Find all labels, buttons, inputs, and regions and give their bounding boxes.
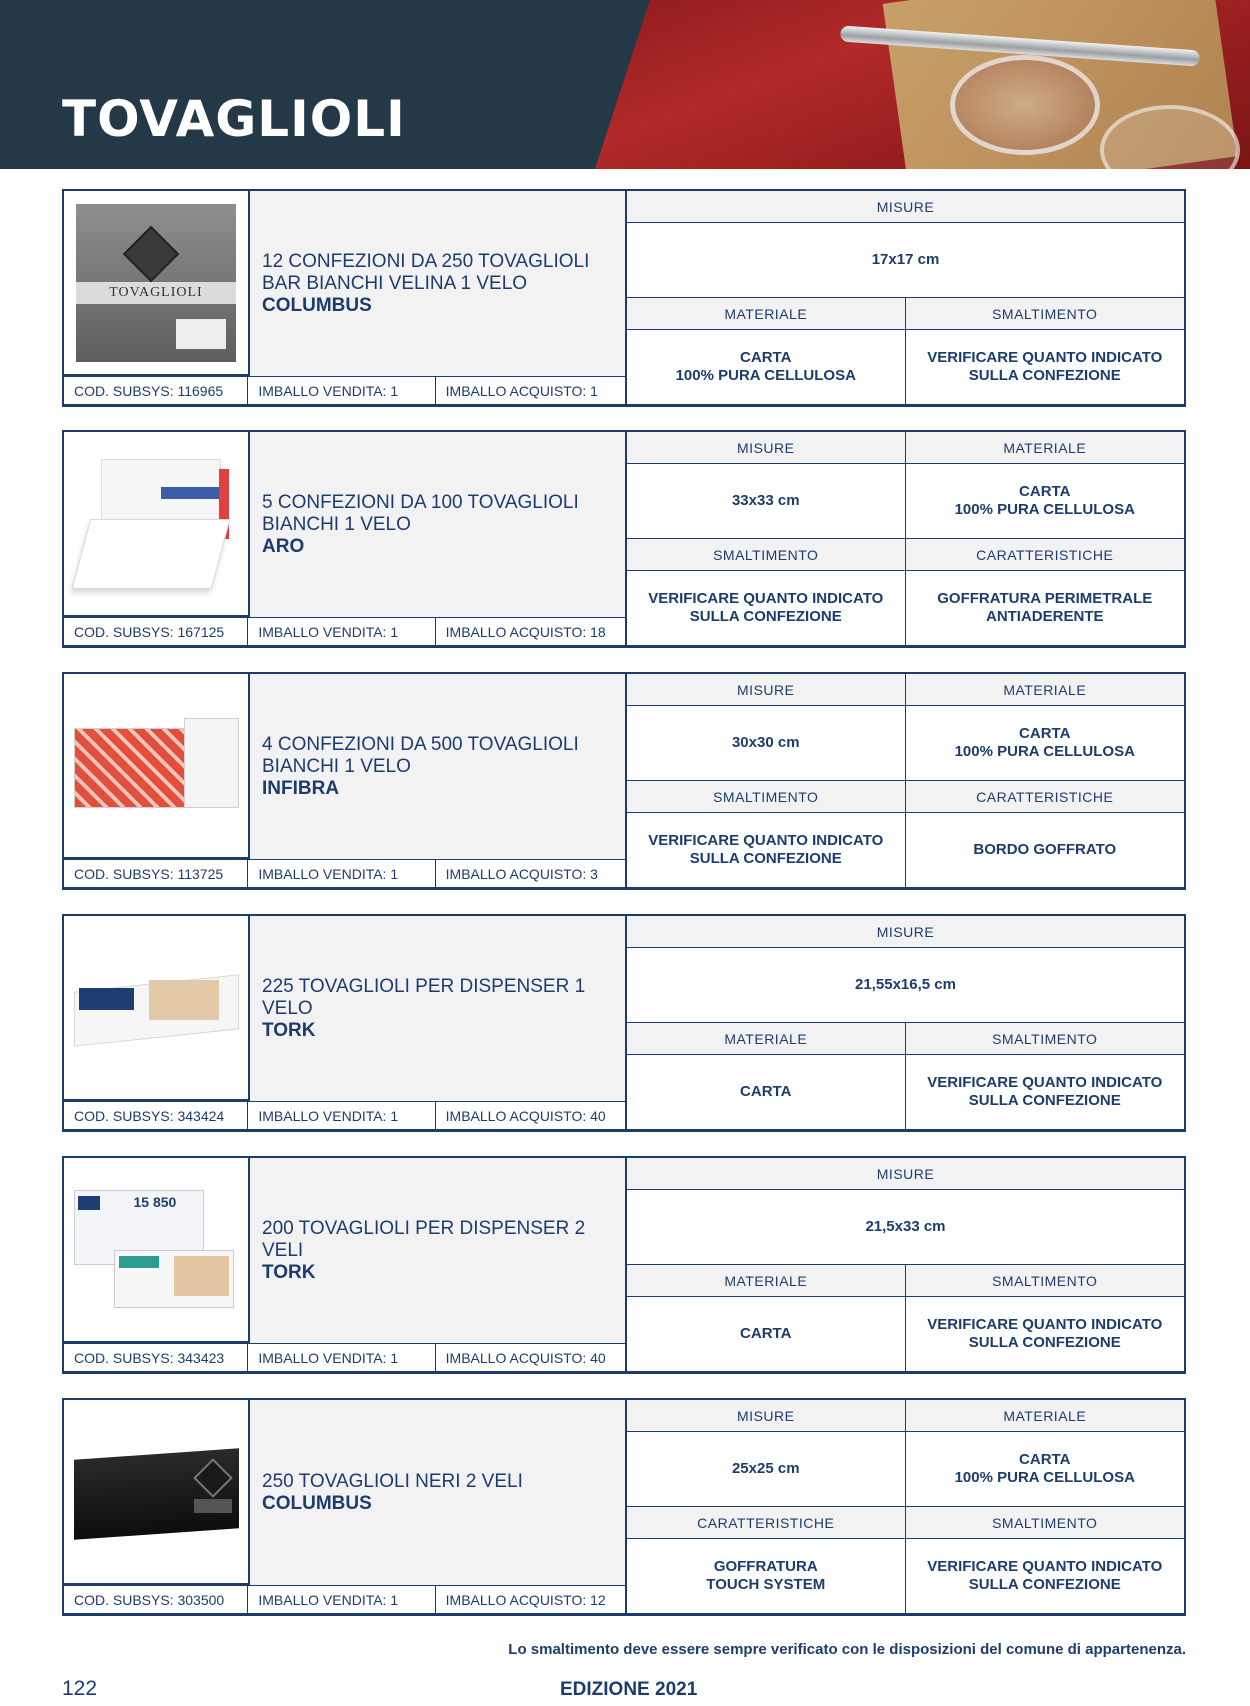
spec-grid <box>627 672 1186 890</box>
spec-label: SMALTIMENTO <box>627 539 906 571</box>
description-text: 4 CONFEZIONI DA 500 TOVAGLIOLI BIANCHI 1 VELO <box>262 733 579 777</box>
spec-value: CARTA 100% PURA CELLULOSA <box>627 330 906 404</box>
code-row <box>62 617 627 648</box>
imballo-acquisto: IMBALLO ACQUISTO: 3 <box>436 860 627 887</box>
product-image <box>62 672 250 859</box>
imballo-acquisto: IMBALLO ACQUISTO: 40 <box>436 1102 627 1129</box>
spec-label: MISURE <box>627 916 1184 948</box>
spec-label: MISURE <box>627 674 906 706</box>
spec-value: 21,55x16,5 cm <box>627 948 1184 1023</box>
description-text: 250 TOVAGLIOLI NERI 2 VELI <box>262 1470 523 1492</box>
brand-name: INFIBRA <box>262 777 340 799</box>
description-text: 225 TOVAGLIOLI PER DISPENSER 1 VELO <box>262 975 586 1019</box>
glass-photo-shape <box>950 55 1100 155</box>
description-text: 5 CONFEZIONI DA 100 TOVAGLIOLI BIANCHI 1 VELO <box>262 491 579 535</box>
spec-value: 33x33 cm <box>627 464 906 539</box>
imballo-vendita: IMBALLO VENDITA: 1 <box>248 860 435 887</box>
spec-value: 21,5x33 cm <box>627 1190 1184 1265</box>
spec-label: MATERIALE <box>906 1400 1185 1432</box>
header-photo <box>595 0 1250 169</box>
package-image <box>74 1444 239 1539</box>
product-card <box>62 1156 1186 1376</box>
imballo-vendita: IMBALLO VENDITA: 1 <box>248 1344 435 1371</box>
spec-value: GOFFRATURA PERIMETRALE ANTIADERENTE <box>906 571 1185 645</box>
spec-label: CARATTERISTICHE <box>906 781 1185 813</box>
spec-value: CARTA 100% PURA CELLULOSA <box>906 464 1185 539</box>
brand-name: COLUMBUS <box>262 1492 372 1514</box>
spec-label: MATERIALE <box>627 1023 906 1055</box>
package-label: TOVAGLIOLI <box>76 282 236 304</box>
page-title: TOVAGLIOLI <box>62 90 406 148</box>
spec-value: 17x17 cm <box>627 223 1184 298</box>
description-text: 12 CONFEZIONI DA 250 TOVAGLIOLI BAR BIANCHI VELINA 1 VELO <box>262 250 590 294</box>
product-description <box>250 1398 627 1585</box>
spec-label: SMALTIMENTO <box>906 1507 1185 1539</box>
product-code: COD. SUBSYS: 113725 <box>64 860 248 887</box>
product-card <box>62 672 1186 892</box>
spec-label: MISURE <box>627 1158 1184 1190</box>
imballo-vendita: IMBALLO VENDITA: 1 <box>248 1102 435 1129</box>
package-image <box>74 1190 239 1310</box>
spec-label: CARATTERISTICHE <box>906 539 1185 571</box>
spec-value: VERIFICARE QUANTO INDICATO SULLA CONFEZIONE <box>906 1297 1185 1371</box>
spec-value: CARTA 100% PURA CELLULOSA <box>906 1432 1185 1507</box>
description-text: 200 TOVAGLIOLI PER DISPENSER 2 VELI <box>262 1217 586 1261</box>
code-row <box>62 1101 627 1132</box>
spec-value: VERIFICARE QUANTO INDICATO SULLA CONFEZIONE <box>906 1539 1185 1613</box>
spec-value: 30x30 cm <box>627 706 906 781</box>
product-description <box>250 189 627 376</box>
spec-value: GOFFRATURA TOUCH SYSTEM <box>627 1539 906 1613</box>
product-image <box>62 1156 250 1343</box>
brand-name: ARO <box>262 535 305 557</box>
brand-name: COLUMBUS <box>262 294 372 316</box>
product-image <box>62 189 250 376</box>
spec-value: VERIFICARE QUANTO INDICATO SULLA CONFEZIONE <box>906 330 1185 404</box>
product-code: COD. SUBSYS: 303500 <box>64 1586 248 1613</box>
spec-value: VERIFICARE QUANTO INDICATO SULLA CONFEZIONE <box>627 571 906 645</box>
imballo-acquisto: IMBALLO ACQUISTO: 12 <box>436 1586 627 1613</box>
product-image <box>62 914 250 1101</box>
logo-diamond <box>123 225 180 282</box>
package-image <box>74 968 239 1048</box>
product-description <box>250 1156 627 1343</box>
spec-label: MATERIALE <box>627 298 906 330</box>
spec-label: SMALTIMENTO <box>906 1265 1185 1297</box>
code-row <box>62 1343 627 1374</box>
spec-label: MISURE <box>627 432 906 464</box>
imballo-acquisto: IMBALLO ACQUISTO: 1 <box>436 377 627 404</box>
spec-value: VERIFICARE QUANTO INDICATO SULLA CONFEZIONE <box>627 813 906 887</box>
spec-value: CARTA <box>627 1297 906 1371</box>
product-image <box>62 1398 250 1585</box>
spec-grid <box>627 1156 1186 1374</box>
spec-label: SMALTIMENTO <box>906 298 1185 330</box>
imballo-acquisto: IMBALLO ACQUISTO: 18 <box>436 618 627 645</box>
imballo-acquisto: IMBALLO ACQUISTO: 40 <box>436 1344 627 1371</box>
product-image <box>62 430 250 617</box>
disposal-footnote: Lo smaltimento deve essere sempre verificato con le disposizioni del comune di appartenenza. <box>508 1641 1186 1658</box>
spec-grid <box>627 914 1186 1132</box>
edition-label: EDIZIONE 2021 <box>560 1679 698 1700</box>
product-card <box>62 189 1186 409</box>
spec-label: MATERIALE <box>906 674 1185 706</box>
spec-value: CARTA 100% PURA CELLULOSA <box>906 706 1185 781</box>
product-description <box>250 430 627 617</box>
package-image <box>81 459 231 589</box>
imballo-vendita: IMBALLO VENDITA: 1 <box>248 1586 435 1613</box>
spec-label: SMALTIMENTO <box>627 781 906 813</box>
product-code: COD. SUBSYS: 343423 <box>64 1344 248 1371</box>
spec-label: MATERIALE <box>627 1265 906 1297</box>
spec-label: MISURE <box>627 191 1184 223</box>
page-header <box>0 0 1250 169</box>
page-number: 122 <box>62 1677 98 1700</box>
spec-label: CARATTERISTICHE <box>627 1507 906 1539</box>
spec-value: BORDO GOFFRATO <box>906 813 1185 887</box>
product-code: COD. SUBSYS: 167125 <box>64 618 248 645</box>
product-description <box>250 672 627 859</box>
product-card <box>62 914 1186 1134</box>
product-code: COD. SUBSYS: 116965 <box>64 377 248 404</box>
imballo-vendita: IMBALLO VENDITA: 1 <box>248 618 435 645</box>
spec-value: 25x25 cm <box>627 1432 906 1507</box>
imballo-vendita: IMBALLO VENDITA: 1 <box>248 377 435 404</box>
spec-label: MATERIALE <box>906 432 1185 464</box>
spec-grid <box>627 430 1186 648</box>
product-code: COD. SUBSYS: 343424 <box>64 1102 248 1129</box>
code-row <box>62 376 627 407</box>
product-card <box>62 1398 1186 1618</box>
brand-name: TORK <box>262 1261 316 1283</box>
spec-grid <box>627 189 1186 407</box>
barcode-area <box>176 319 226 349</box>
product-description <box>250 914 627 1101</box>
spec-value: CARTA <box>627 1055 906 1129</box>
spec-label: MISURE <box>627 1400 906 1432</box>
package-image <box>74 718 239 813</box>
spec-label: SMALTIMENTO <box>906 1023 1185 1055</box>
package-image <box>76 204 236 362</box>
spec-value: VERIFICARE QUANTO INDICATO SULLA CONFEZIONE <box>906 1055 1185 1129</box>
code-row <box>62 859 627 890</box>
brand-name: TORK <box>262 1019 316 1041</box>
code-row <box>62 1585 627 1616</box>
product-card <box>62 430 1186 650</box>
spec-grid <box>627 1398 1186 1616</box>
package-count: 15 850 <box>133 1193 177 1210</box>
